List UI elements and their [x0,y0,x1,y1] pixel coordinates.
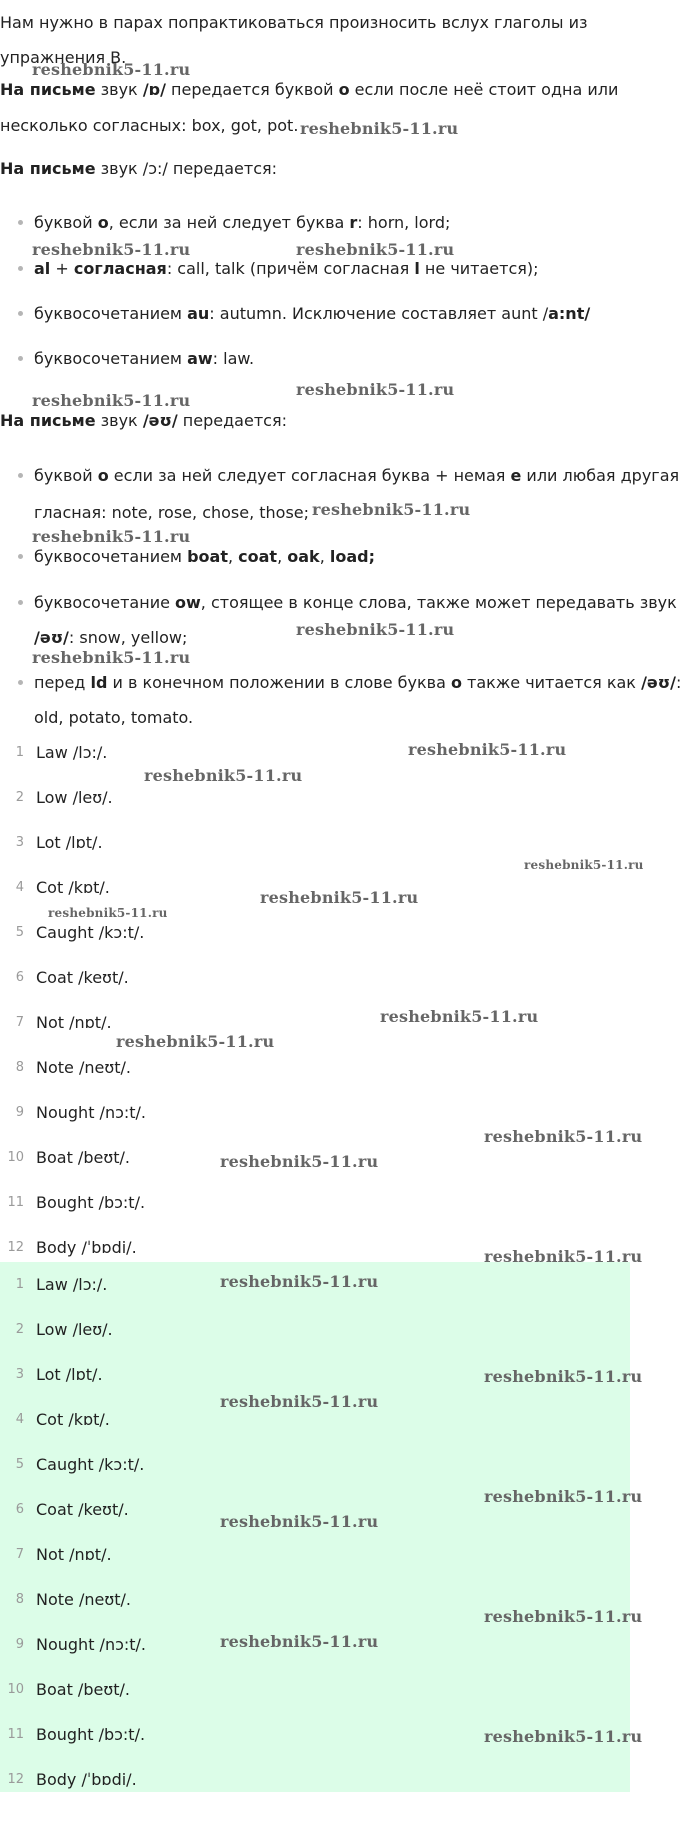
rule3-bullet-1: буквой o если за ней следует согласная буква + немая e или любая другая [34,453,674,498]
list-item: 1 Law /lɔ:/. [15,1275,108,1294]
bullet-dot [18,311,23,316]
rule3-heading: На письме звук /əʊ/ передается: [0,411,287,430]
watermark: reshebnik5-11.ru [144,766,303,785]
watermark: reshebnik5-11.ru [32,391,191,410]
bullet-dot [18,680,23,685]
watermark: reshebnik5-11.ru [484,1127,643,1146]
watermark: reshebnik5-11.ru [312,500,471,519]
watermark: reshebnik5-11.ru [260,888,419,907]
rule1-lead: На письме [0,80,96,99]
list-item: 5 Caught /kɔ:t/. [15,1455,145,1474]
rule3-bullet-3: буквосочетание ow, стоящее в конце слова, также может передавать звук [34,580,674,625]
bullet-dot [18,554,23,559]
list-item: 7 Not /nɒt/. [15,1545,112,1564]
list-item: 3 Lot /lɒt/. [15,833,103,852]
watermark: reshebnik5-11.ru [408,740,567,759]
bullet-dot [18,356,23,361]
watermark: reshebnik5-11.ru [220,1272,379,1291]
watermark: reshebnik5-11.ru [116,1032,275,1051]
watermark: reshebnik5-11.ru [484,1247,643,1266]
watermark: reshebnik5-11.ru [32,527,191,546]
intro-line-1: Нам нужно в парах попрактиковаться произносить вслух глаголы из [0,13,588,32]
rule3-bullet-4-cont: old, potato, tomato. [34,708,194,727]
list-item: 2 Low /leʊ/. [15,788,113,807]
watermark: reshebnik5-11.ru [484,1487,643,1506]
watermark: reshebnik5-11.ru [484,1727,643,1746]
watermark: reshebnik5-11.ru [220,1632,379,1651]
list-item: 6 Coat /keʊt/. [15,968,129,987]
watermark: reshebnik5-11.ru [300,119,459,138]
rule2-bullet-2: al + согласная: call, talk (причём согласная l не читается); [34,246,674,291]
list-item: 10 Boat /beʊt/. [7,1680,130,1699]
list-item: 2 Low /leʊ/. [15,1320,113,1339]
intro-line-2: упражнения B. [0,48,127,67]
watermark: reshebnik5-11.ru [32,60,191,79]
rule3-bullet-2: буквосочетанием boat, coat, oak, load; [34,534,674,579]
rule1-line-1: На письме звук /ɒ/ передается буквой o если после неё стоит одна или [0,80,619,99]
bullet-dot [18,220,23,225]
rule2-heading: На письме звук /ɔ:/ передается: [0,159,277,178]
watermark: reshebnik5-11.ru [220,1392,379,1411]
list-item: 5 Caught /kɔ:t/. [15,923,145,942]
watermark: reshebnik5-11.ru [524,858,644,872]
rule3-bullet-1-cont: гласная: note, rose, chose, those; [34,503,310,522]
watermark: reshebnik5-11.ru [380,1007,539,1026]
watermark: reshebnik5-11.ru [220,1152,379,1171]
list-item: 11 Bought /bɔ:t/. [7,1725,146,1744]
list-item: 9 Nought /nɔ:t/. [15,1103,147,1122]
list-item: 9 Nought /nɔ:t/. [15,1635,147,1654]
rule3-bullet-3-cont: /əʊ/: snow, yellow; [34,628,188,647]
rule1-line-2: несколько согласных: box, got, pot. [0,116,299,135]
list-item: 10 Boat /beʊt/. [7,1148,130,1167]
rule2-bullet-4: буквосочетанием aw: law. [34,336,674,381]
watermark: reshebnik5-11.ru [32,240,191,259]
list-item: 3 Lot /lɒt/. [15,1365,103,1384]
list-item: 1 Law /lɔ:/. [15,743,108,762]
list-item: 4 Cot /kɒt/. [15,1410,110,1429]
watermark: reshebnik5-11.ru [296,240,455,259]
watermark: reshebnik5-11.ru [484,1367,643,1386]
rule3-bullet-4: перед ld и в конечном положении в слове буква o также читается как /əʊ/: [34,660,674,705]
bullet-dot [18,600,23,605]
watermark: reshebnik5-11.ru [220,1512,379,1531]
bullet-dot [18,473,23,478]
list-item: 8 Note /neʊt/. [15,1058,131,1077]
rule1-sound: /ɒ/ [142,80,166,99]
watermark: reshebnik5-11.ru [48,906,168,920]
list-item: 6 Coat /keʊt/. [15,1500,129,1519]
rule2-bullet-1: буквой o, если за ней следует буква r: horn, lord; [34,200,674,245]
list-item: 4 Cot /kɒt/. [15,878,110,897]
list-item: 7 Not /nɒt/. [15,1013,112,1032]
bullet-dot [18,266,23,271]
rule2-bullet-3: буквосочетанием au: autumn. Исключение составляет aunt /a:nt/ [34,291,674,336]
watermark: reshebnik5-11.ru [296,620,455,639]
list-item: 12 Body /ˈbɒdi/. [7,1238,137,1257]
watermark: reshebnik5-11.ru [32,648,191,667]
list-item: 11 Bought /bɔ:t/. [7,1193,146,1212]
watermark: reshebnik5-11.ru [484,1607,643,1626]
watermark: reshebnik5-11.ru [296,380,455,399]
list-item: 12 Body /ˈbɒdi/. [7,1770,137,1789]
list-item: 8 Note /neʊt/. [15,1590,131,1609]
